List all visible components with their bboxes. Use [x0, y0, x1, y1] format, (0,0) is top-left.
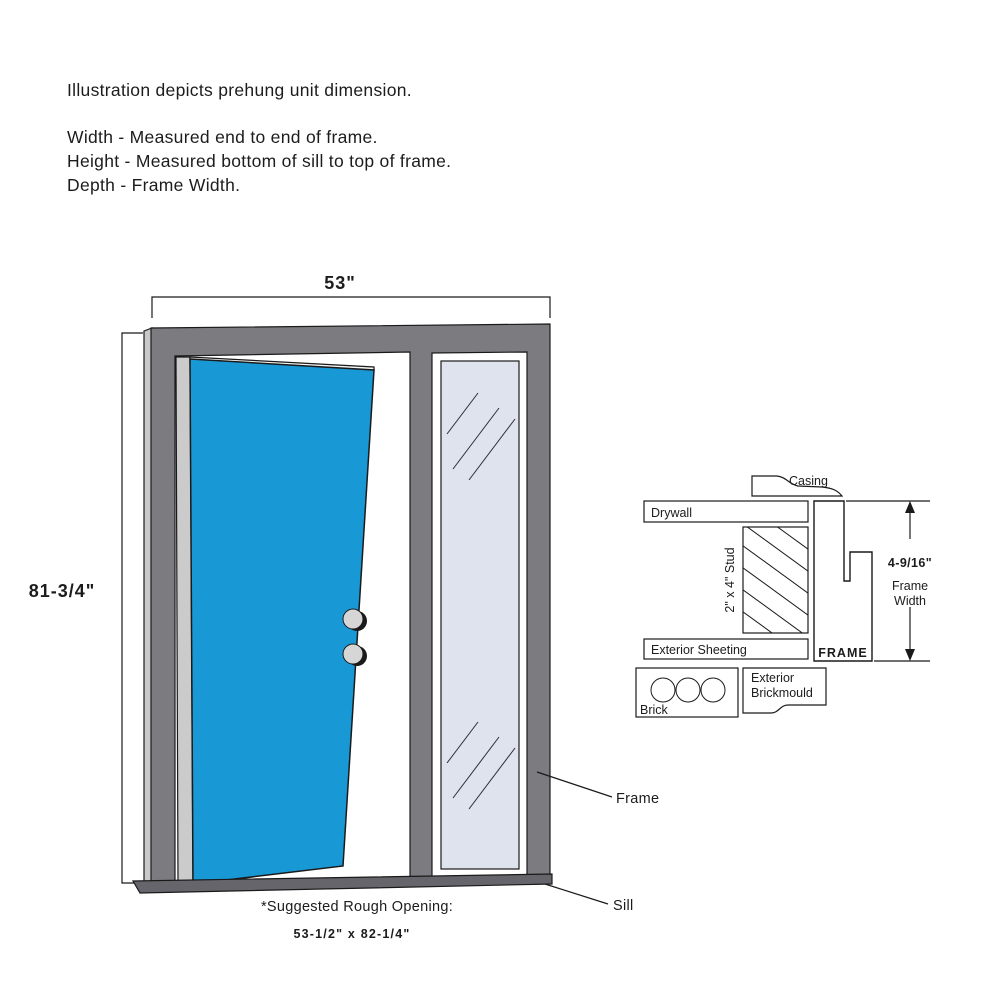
intro-line-depth: Depth - Frame Width. — [67, 175, 241, 195]
brickmould-label-1: Exterior — [751, 671, 795, 685]
rough-opening-value: 53-1/2" x 82-1/4" — [293, 927, 411, 941]
arrow-up-icon — [905, 501, 915, 513]
stud-box — [743, 527, 808, 633]
frame-width-label-2: Width — [894, 594, 926, 608]
intro-line-width: Width - Measured end to end of frame. — [67, 127, 378, 147]
frame-width-label-1: Frame — [891, 579, 929, 593]
brickmould-label-2: Brickmould — [751, 686, 813, 700]
frame-profile — [814, 501, 872, 661]
frame-width-value: 4-9/16" — [887, 556, 933, 570]
width-dimension-value: 53" — [324, 273, 356, 293]
brick-label: Brick — [640, 703, 668, 717]
sill-leader-line — [545, 884, 608, 904]
sidelight-glass — [441, 361, 519, 869]
door-knob-lower — [343, 644, 363, 664]
width-dimension-line — [152, 297, 550, 318]
brick-circles — [651, 678, 725, 702]
frame-label: Frame — [616, 791, 660, 807]
intro-line-height: Height - Measured bottom of sill to top of frame. — [67, 151, 452, 171]
casing-label: Casing — [789, 474, 828, 488]
frame-profile-label: FRAME — [818, 646, 868, 660]
sheeting-label: Exterior Sheeting — [651, 643, 747, 657]
height-dimension-value: 81-3/4" — [28, 581, 96, 601]
intro-line-1: Illustration depicts prehung unit dimension. — [67, 80, 412, 100]
height-dimension-line — [122, 333, 146, 883]
door-knob-upper — [343, 609, 363, 629]
frame-cross-section — [636, 474, 932, 717]
intro-text-block — [67, 80, 451, 195]
stud-label: 2" x 4" Stud — [723, 547, 737, 613]
sill-label: Sill — [613, 898, 634, 914]
rough-opening-title: *Suggested Rough Opening: — [260, 899, 454, 915]
arrow-down-icon — [905, 649, 915, 661]
door-unit-drawing — [29, 273, 660, 941]
drywall-label: Drywall — [651, 506, 692, 520]
